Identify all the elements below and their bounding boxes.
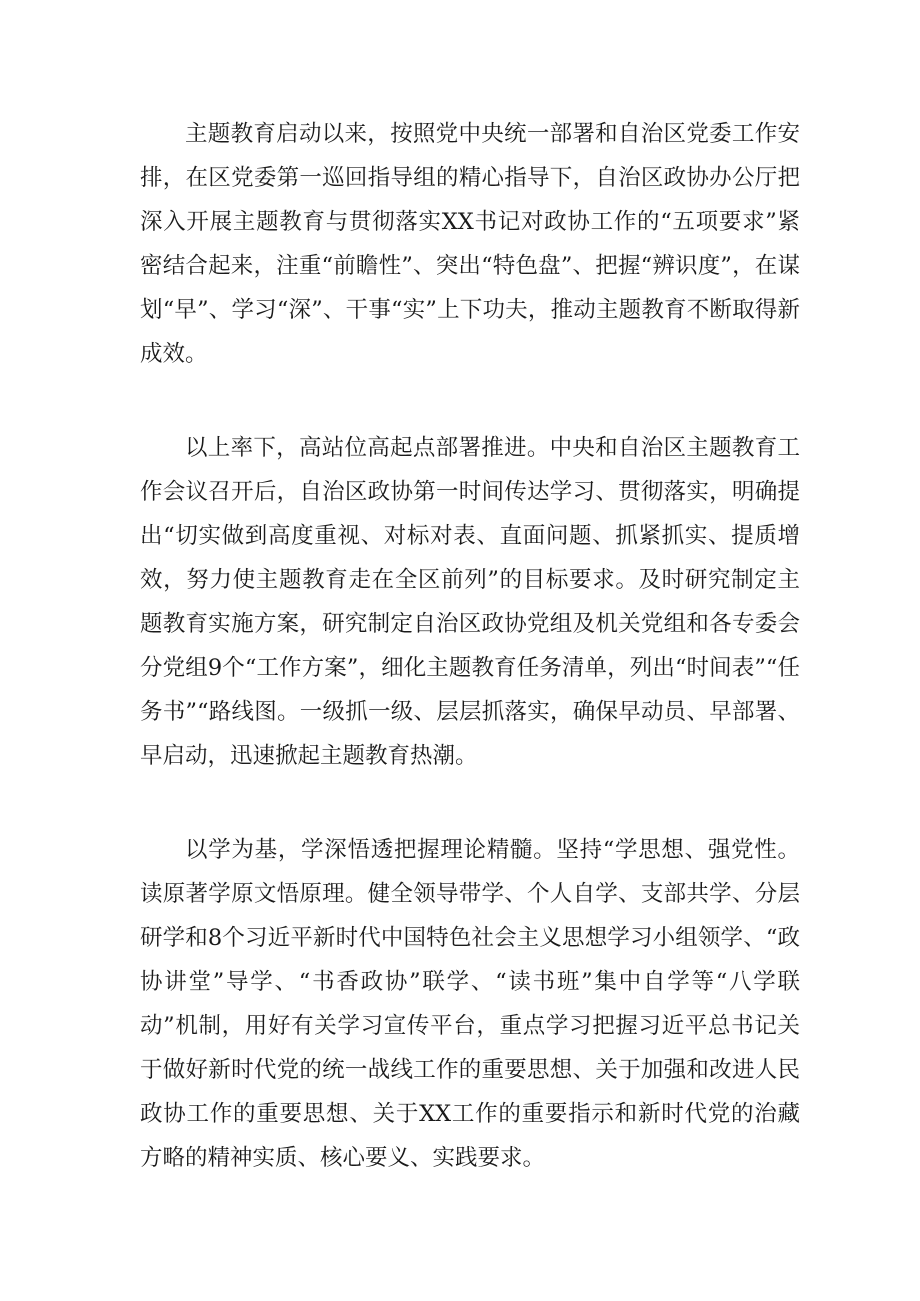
paragraph-2: 以上率下，高站位高起点部署推进。中央和自治区主题教育工作会议召开后，自治区政协第一时间传达学习、贯彻落实，明确提出“切实做到高度重视、对标对表、直面问题、抓紧抓实、提质增效，努力使主题教育走在全区前列”的目标要求。及时研究制定主题教育实施方案，研究制定自治区政协党组及机关党组和各专委会分党组9个“工作方案”，细化主题教育任务清单，列出“时间表”“任务书”“路线图。一级抓一级、层层抓落实，确保早动员、早部署、早启动，迅速掀起主题教育热潮。 xyxy=(140,435,800,769)
paragraph-3: 以学为基，学深悟透把握理论精髓。坚持“学思想、强党性。读原著学原文悟原理。健全领导带学、个人自学、支部共学、分层研学和8个习近平新时代中国特色社会主义思想学习小组领学、“政协讲堂”导学、“书香政协”联学、“读书班”集中自学等“八学联动”机制，用好有关学习宣传平台，重点学习把握习近平总书记关于做好新时代党的统一战线工作的重要思想、关于加强和改进人民政协工作的重要思想、关于XX工作的重要指示和新时代党的治藏方略的精神实质、核心要义、实践要求。 xyxy=(140,837,800,1171)
paragraph-1: 主题教育启动以来，按照党中央统一部署和自治区党委工作安排，在区党委第一巡回指导组的精心指导下，自治区政协办公厅把深入开展主题教育与贯彻落实XX书记对政协工作的“五项要求”紧密结合起来，注重“前瞻性”、突出“特色盘”、把握“辨识度”，在谋划“早”、学习“深”、干事“实”上下功夫，推动主题教育不断取得新成效。 xyxy=(140,121,800,367)
document-body xyxy=(140,112,800,1180)
